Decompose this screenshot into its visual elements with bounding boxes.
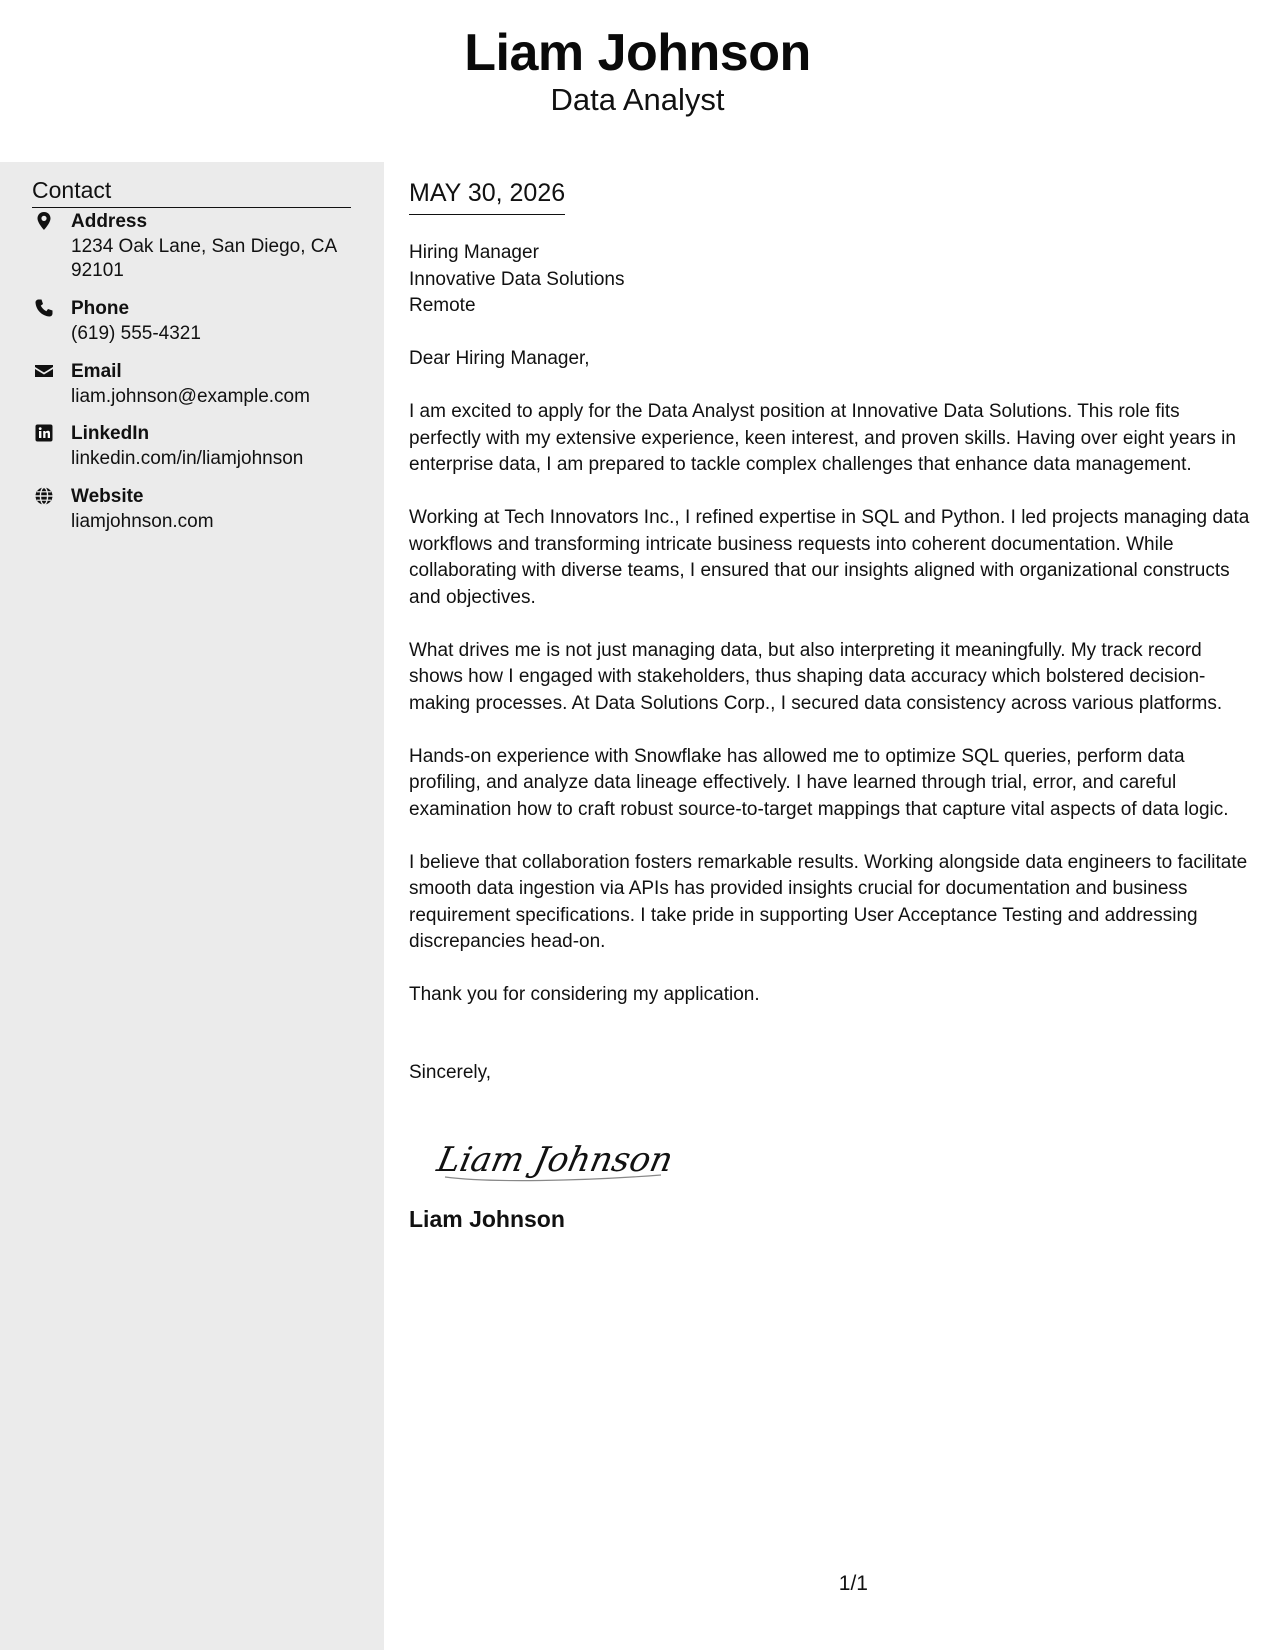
letter-body	[409, 162, 1255, 1650]
header	[0, 0, 1275, 162]
globe-icon	[34, 486, 54, 506]
paragraph: Thank you for considering my application.	[409, 984, 760, 1005]
paragraph: Working at Tech Innovators Inc., I refined expertise in SQL and Python. I led projects managing data workflows and transforming intricate business requests into coherent documentation. While collaborating with diverse teams, I ensured that our insights aligned with organizational constructs and objectives.	[409, 507, 1250, 608]
contact-label: Phone	[71, 298, 130, 319]
signature-image	[431, 1117, 691, 1197]
envelope-icon	[34, 361, 54, 381]
recipient-company: Innovative Data Solutions	[409, 268, 625, 290]
contact-value: 1234 Oak Lane, San Diego, CA 92101	[71, 236, 337, 281]
letter-paragraphs	[409, 399, 1254, 1035]
contact-label: LinkedIn	[71, 423, 150, 444]
contact-heading: Contact	[32, 176, 351, 208]
contact-value: (619) 555-4321	[71, 323, 201, 344]
svg-text:Liam Johnson: Liam Johnson	[433, 1140, 677, 1180]
recipient-location: Remote	[409, 295, 476, 316]
recipient-title: Hiring Manager	[409, 242, 539, 263]
paragraph: I believe that collaboration fosters remarkable results. Working alongside data engineers to facilitate smooth data ingestion via APIs has provided insights crucial for documentation and business requirement specifications. I take pride in supporting User Acceptance Testing and addressing discrepancies head-on.	[409, 851, 1248, 952]
job-title: Data Analyst	[550, 82, 725, 117]
salutation: Dear Hiring Manager,	[409, 348, 590, 369]
applicant-name: Liam Johnson	[464, 24, 811, 82]
contact-label: Email	[71, 361, 122, 382]
paragraph: Hands-on experience with Snowflake has allowed me to optimize SQL queries, perform data profiling, and analyze data lineage effectively. I have learned through trial, error, and careful examination how to craft robust source-to-target mappings that capture vital aspects of data logic.	[409, 745, 1229, 820]
letter-date: MAY 30, 2026	[409, 177, 565, 215]
contact-value: linkedin.com/in/liamjohnson	[71, 448, 304, 469]
contact-label: Website	[71, 486, 144, 507]
contact-value: liamjohnson.com	[71, 511, 214, 532]
map-pin-icon	[34, 211, 54, 231]
paragraph: I am excited to apply for the Data Analyst position at Innovative Data Solutions. This role fits perfectly with my extensive experience, keen interest, and proven skills. Having over eight years in enterprise data, I am prepared to tackle complex challenges that enhance data management.	[409, 401, 1236, 475]
closing: Sincerely,	[409, 1062, 492, 1083]
signer-name: Liam Johnson	[409, 1206, 565, 1232]
linkedin-icon	[34, 423, 54, 443]
page-number: 1/1	[838, 1572, 868, 1595]
phone-icon	[34, 298, 54, 318]
recipient-block	[409, 240, 624, 320]
contact-value: liam.johnson@example.com	[71, 386, 310, 407]
paragraph: What drives me is not just managing data, but also interpreting it meaningfully. My track record shows how I engaged with stakeholders, thus shaping data accuracy which bolstered decision-making processes. At Data Solutions Corp., I secured data consistency across various platforms.	[409, 639, 1223, 714]
sidebar	[0, 162, 384, 1650]
contact-label: Address	[71, 211, 148, 232]
